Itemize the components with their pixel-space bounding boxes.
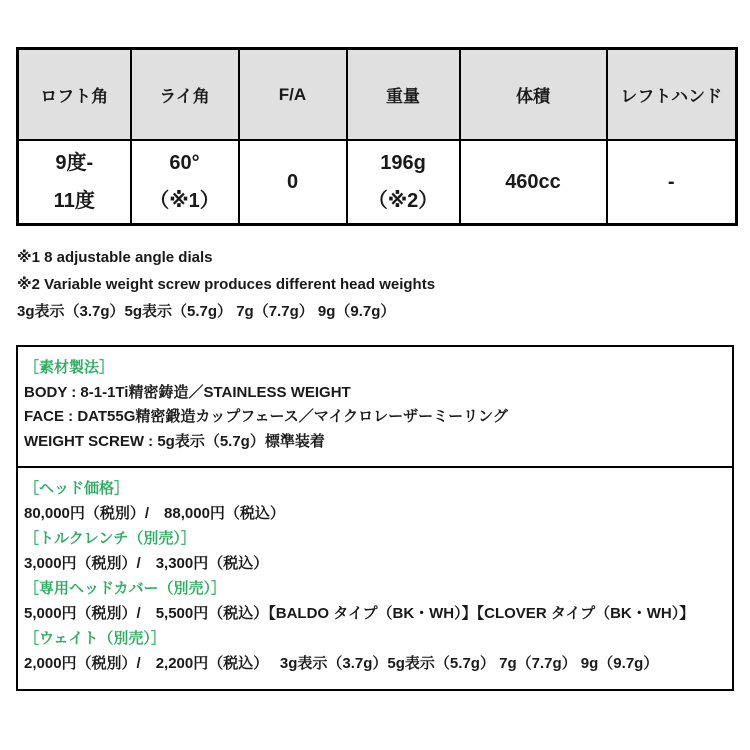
torque-wrench-value: 3,000円（税別）/ 3,300円（税込）: [24, 555, 269, 573]
spec-table-value-row: [18, 140, 737, 225]
cell-left-hand: -: [607, 140, 737, 225]
price-section: [18, 466, 732, 688]
footnotes: [17, 244, 435, 325]
cell-lie-angle: 60° （※1）: [131, 140, 239, 225]
header-lie-angle: ライ角: [131, 49, 239, 141]
head-price-heading: ［ヘッド価格］: [24, 480, 130, 498]
cell-weight: 196g （※2）: [347, 140, 460, 225]
weight-option-value: 2,000円（税別）/ 2,200円（税込） 3g表示（3.7g）5g表示（5.7g） 7g（7.7g） 9g（9.7g）: [24, 654, 659, 672]
material-body-line: BODY : 8-1-1Ti精密鋳造／STAINLESS WEIGHT: [24, 383, 351, 401]
spec-table-header-row: [18, 49, 737, 141]
header-face-angle: F/A: [239, 49, 347, 141]
material-weight-screw-line: WEIGHT SCREW : 5g表示（5.7g）標準装着: [24, 432, 325, 450]
head-cover-heading: ［専用ヘッドカバー（別売）］: [24, 580, 227, 597]
header-left-hand: レフトハンド: [607, 49, 737, 141]
header-weight: 重量: [347, 49, 460, 141]
spec-table: [16, 47, 738, 226]
material-section-heading: ［素材製法］: [24, 359, 115, 376]
footnote-weight-list: 3g表示（3.7g）5g表示（5.7g） 7g（7.7g） 9g（9.7g）: [17, 303, 396, 320]
info-box: [16, 345, 734, 691]
torque-wrench-heading: ［トルクレンチ（別売）］: [24, 530, 196, 548]
footnote-2: ※2 Variable weight screw produces different head weights: [17, 276, 436, 293]
cell-loft-angle: 9度- 11度: [18, 140, 131, 225]
weight-option-heading: ［ウェイト（別売）］: [24, 629, 166, 647]
head-cover-value: 5,000円（税別）/ 5,500円（税込）【BALDO タイプ（BK・WH）】【CLOVER タイプ（BK・WH）】: [24, 604, 695, 622]
material-section: [18, 347, 732, 466]
header-volume: 体積: [460, 49, 607, 141]
cell-face-angle: 0: [239, 140, 347, 225]
head-price-value: 80,000円（税別）/ 88,000円（税込）: [24, 505, 285, 523]
footnote-1: ※1 8 adjustable angle dials: [17, 249, 213, 266]
cell-volume: 460cc: [460, 140, 607, 225]
header-loft-angle: ロフト角: [18, 49, 131, 141]
material-face-line: FACE : DAT55G精密鍛造カップフェース／マイクロレーザーミーリング: [24, 408, 508, 426]
